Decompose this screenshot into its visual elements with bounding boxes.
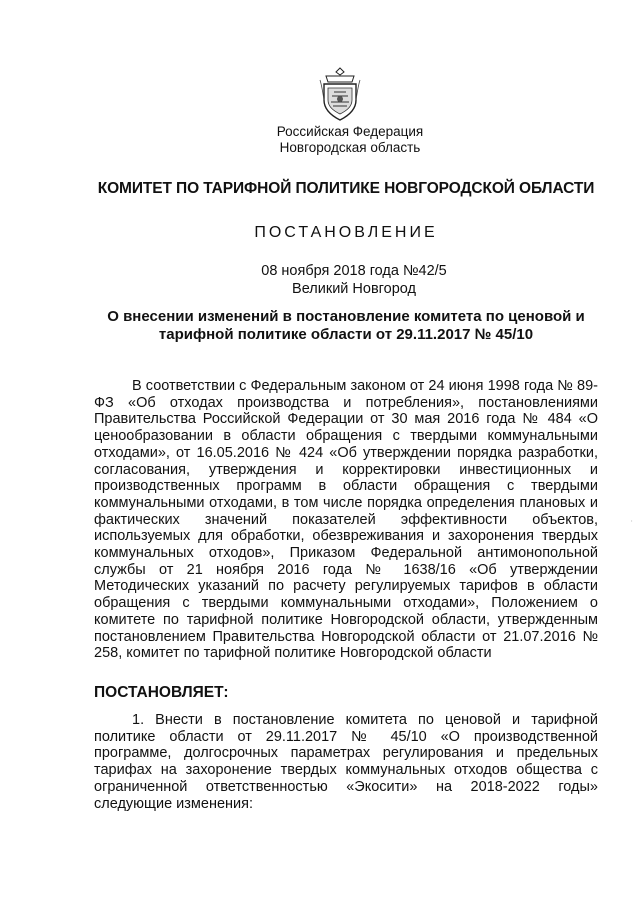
item-1-paragraph — [94, 712, 598, 812]
document-type: ПОСТАНОВЛЕНИЕ — [254, 224, 438, 241]
coat-of-arms-emblem — [318, 66, 362, 122]
date-number: 08 ноября 2018 года №42/5 — [261, 263, 447, 279]
committee-name: КОМИТЕТ ПО ТАРИФНОЙ ПОЛИТИКЕ НОВГОРОДСКОЙ ОБЛАСТИ — [97, 180, 595, 197]
preamble-text: В соответствии с Федеральным законом от 24 июня 1998 года № 89-ФЗ «Об отходах производства и потребления», постановлениями Правительства Российской Федерации от 30 мая 2016 года № 484 «О ценообразовании в области обращения с твердыми коммунальными отходами», от 16.05.2016 № 424 «Об утверждении порядка разработки, согласования, утверждения и корректировки инвестиционных и производственных программ в области обращения с твердыми коммунальными отходами, в том числе порядка определения плановых и фактических значений показателей эффективности объектов, используемых для обработки, обезвреживания и захоронения твердых коммунальных отходов», Приказом Федеральной антимонопольной службы от 21 ноября 2016 года № 1638/16 «Об утверждении Методических указаний по расчету регулируемых тарифов в области обращения с твердыми коммунальными отходами», Положением о комитете по тарифной политике Новгородской области, утвержденным постановлением Правительства Новгородской области от 21.07.2016 № 258, комитет по тарифной политике Новгородской области — [94, 378, 598, 662]
city: Великий Новгород — [292, 281, 416, 297]
decree-word: ПОСТАНОВЛЯЕТ: — [94, 684, 229, 701]
document-title — [26, 308, 640, 344]
margin-mark: · — [628, 520, 634, 522]
region-name: Новгородская область — [279, 140, 421, 155]
country-name: Российская Федерация — [276, 124, 424, 139]
item-1-text: 1. Внести в постановление комитета по ценовой и тарифной политике области от 29.11.2017 № 45/10 «О производственной программе, долгосрочных параметрах регулирования и предельных тарифах на захоронение твердых коммунальных отходов общества с ограниченной ответственностью «Экосити» на 2018-2022 годы» следующие изменения: — [94, 712, 598, 812]
title-line-2: тарифной политике области от 29.11.2017 № 45/10 — [158, 326, 534, 343]
title-line-1: О внесении изменений в постановление комитета по ценовой и — [107, 308, 585, 325]
preamble-paragraph — [94, 378, 598, 662]
date-and-number-block — [34, 262, 640, 298]
